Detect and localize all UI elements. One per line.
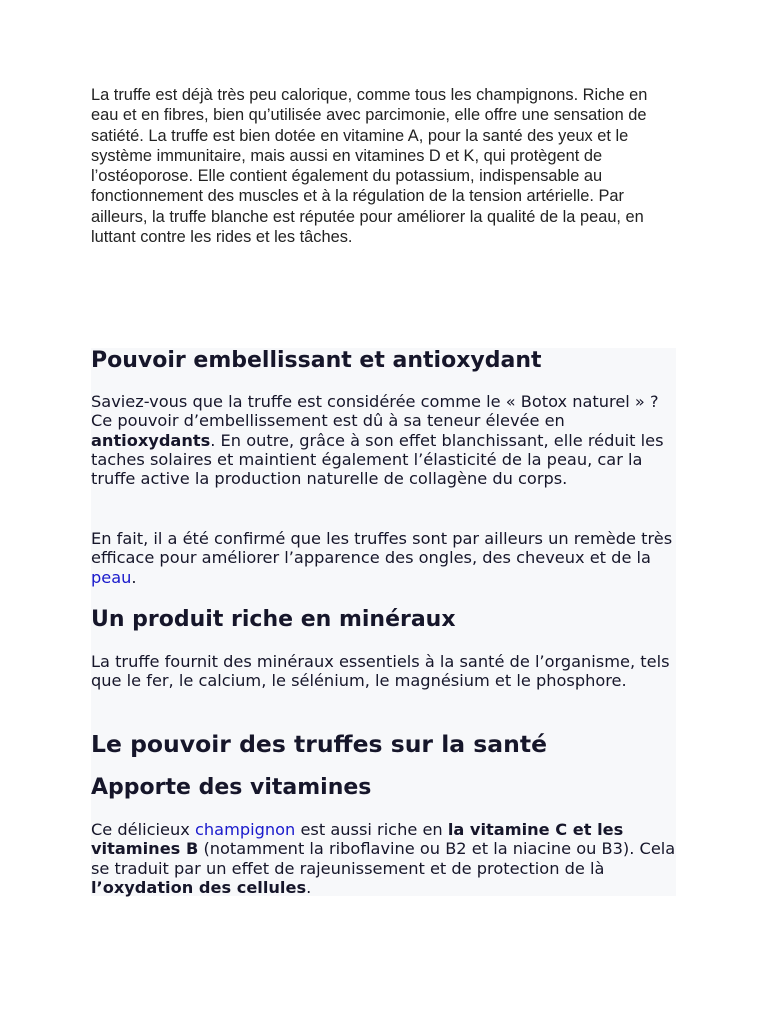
paragraph-ongles-cheveux: En fait, il a été confirmé que les truffes sont par ailleurs un remède très efficace pour améliorer l’apparence des ongles, des cheveux et de la peau.	[91, 529, 673, 587]
link-champignon[interactable]: champignon	[194, 820, 296, 839]
bold-antioxydants: antioxydants	[91, 430, 211, 450]
paragraph-mineraux: La truffe fournit des minéraux essentiels à la santé de l’organisme, tels que le fer, le calcium, le sélénium, le magnésium et le phosphore.	[91, 652, 670, 691]
bold-oxydation: l’oxydation des cellules	[91, 877, 307, 897]
heading-pouvoir-embellissant: Pouvoir embellissant et antioxydant	[91, 348, 542, 373]
paragraph-botox-naturel: Saviez-vous que la truffe est considérée comme le « Botox naturel » ? Ce pouvoir d’embellissement est dû à sa teneur élevée en antioxydants. En outre, grâce à son effet blanchissant, elle réduit les taches solaires et maintient également l’élasticité de la peau, car la truffe active la production naturelle de collagène du corps.	[91, 392, 664, 489]
article-content	[91, 348, 676, 896]
heading-mineraux: Un produit riche en minéraux	[91, 607, 456, 632]
paragraph-vitamines: Ce délicieux champignon est aussi riche en la vitamine C et les vitamines B (notamment la riboflavine ou B2 et la niacine ou B3). Cela se traduit par un effet de rajeunissement et de protection de là l’oxydation des cellules.	[91, 820, 676, 897]
bold-vitamines: la vitamine C et les vitamines B	[91, 820, 624, 859]
intro-paragraph: La truffe est déjà très peu calorique, comme tous les champignons. Riche en eau et en fibres, bien qu’utilisée avec parcimonie, elle offre une sensation de satiété. La truffe est bien dotée en vitamine A, pour la santé des yeux et le système immunitaire, mais aussi en vitamines D et K, qui protègent de l’ostéoporose. Elle contient également du potassium, indispensable au fonctionnement des muscles et à la régulation de la tension artérielle. Par ailleurs, la truffe blanche est réputée pour améliorer la qualité de la peau, en luttant contre les rides et les tâches.	[91, 86, 648, 247]
heading-vitamines: Apporte des vitamines	[91, 775, 372, 800]
heading-pouvoir-sante: Le pouvoir des truffes sur la santé	[91, 730, 548, 758]
link-peau[interactable]: peau	[91, 567, 132, 587]
